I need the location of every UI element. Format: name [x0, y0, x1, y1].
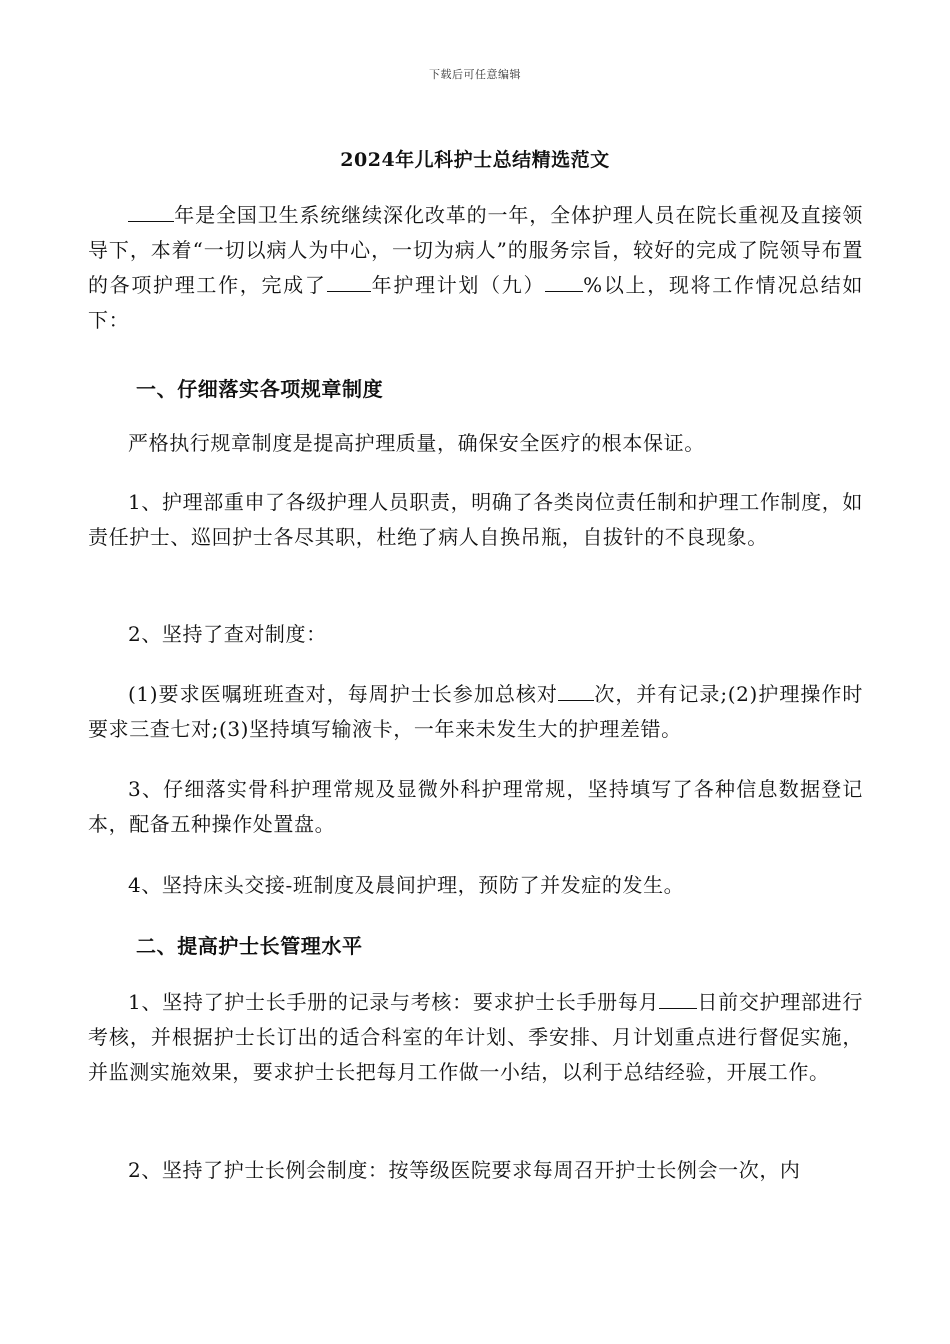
intro-paragraph: [88, 198, 863, 338]
blank-line: [128, 201, 174, 222]
blank-line: [545, 271, 583, 292]
section2-item-1: [88, 985, 863, 1090]
section1-item-2-detail: [88, 677, 863, 747]
section2-item1-text-1: 1、坚持了护士长手册的记录与考核：要求护士长手册每月: [128, 990, 660, 1014]
section1-item-1: 1、护理部重申了各级护理人员职责，明确了各类岗位责任制和护理工作制度，如责任护士、巡回护士各尽其职，杜绝了病人自换吊瓶，自拔针的不良现象。: [88, 490, 863, 549]
blank-line: [558, 680, 594, 701]
section1-lead: 严格执行规章制度是提高护理质量，确保安全医疗的根本保证。: [128, 431, 705, 455]
section-heading-1: 一、仔细落实各项规章制度: [136, 377, 384, 401]
section-heading-2: 二、提高护士长管理水平: [136, 934, 363, 958]
blank-line: [659, 988, 697, 1009]
section2-item1-text-2: 日前交护理部进行考核，并根据护士长订出的适合科室的年计划、季安排、月计划重点进行督促实施，并监测实施效果，要求护士长把每月工作做一小结，以利于总结经验，开展工作。: [88, 990, 863, 1084]
section2-item-2: 2、坚持了护士长例会制度：按等级医院要求每周召开护士长例会一次，内: [128, 1158, 801, 1182]
item2-detail-text-2: 次，并有记录;(2)护理操作时要求三查七对;(3)坚持填写输液卡，一年来未发生大的护理差错。: [88, 682, 863, 741]
intro-text-2: 年护理计划（九）: [370, 273, 546, 297]
section1-item-2: 2、坚持了查对制度：: [128, 622, 327, 646]
header-note: 下载后可任意编辑: [429, 68, 521, 81]
section1-item-4: 4、坚持床头交接-班制度及晨间护理，预防了并发症的发生。: [128, 873, 685, 897]
section1-item-3: 3、仔细落实骨科护理常规及显微外科护理常规，坚持填写了各种信息数据登记本，配备五种操作处置盘。: [88, 777, 863, 836]
intro-text-3: %以上，现将工作情况总结如下：: [88, 273, 863, 332]
document-title: 2024年儿科护士总结精选范文: [340, 149, 610, 171]
blank-line: [327, 271, 371, 292]
intro-text-1: 年是全国卫生系统继续深化改革的一年，全体护理人员在院长重视及直接领导下，本着“一切以病人为中心，一切为病人”的服务宗旨，较好的完成了院领导布置的各项护理工作，完成了: [88, 203, 863, 297]
item2-detail-text-1: (1)要求医嘱班班查对，每周护士长参加总核对: [128, 682, 558, 706]
